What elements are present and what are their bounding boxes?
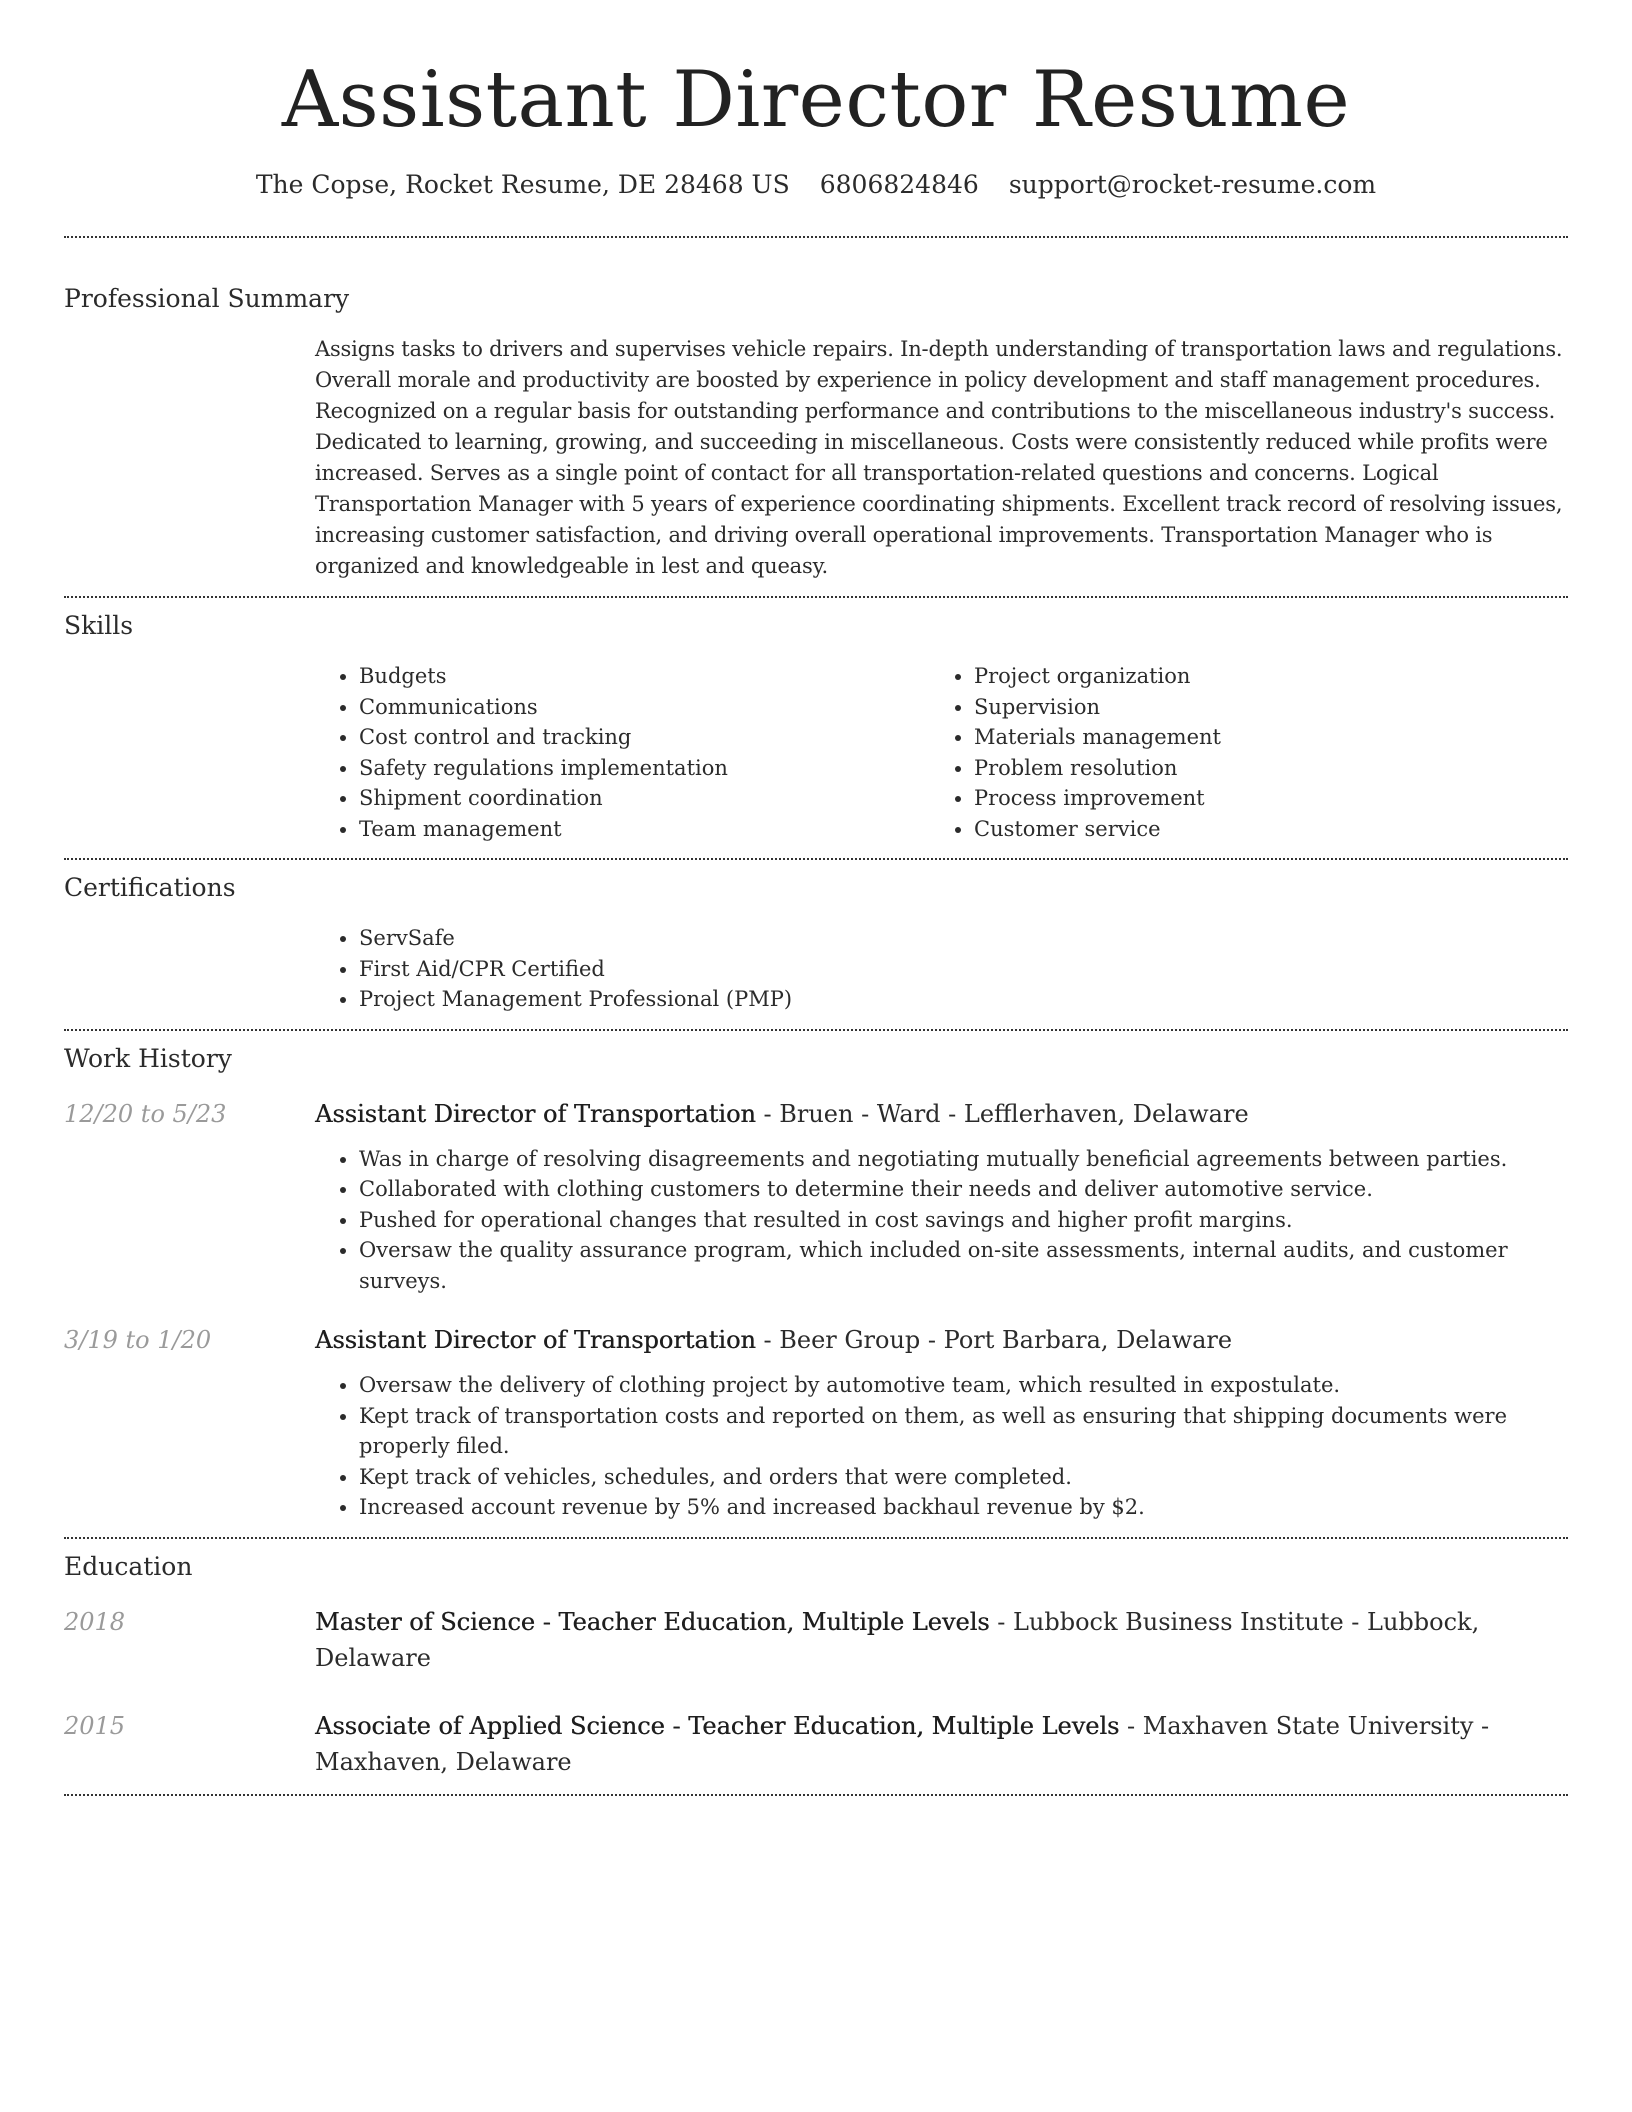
contact-line: [64, 168, 1568, 202]
contact-phone: 6806824846: [819, 170, 979, 199]
job-title: Assistant Director of Transportation: [315, 1326, 756, 1354]
job-title: Assistant Director of Transportation: [315, 1099, 756, 1128]
job-employer: - Beer Group - Port Barbara, Delaware: [755, 1326, 1233, 1354]
job-dates: 12/20 to 5/23: [64, 1099, 227, 1128]
contact-email[interactable]: support@rocket-resume.com: [1008, 170, 1377, 199]
education-year: 2015: [64, 1711, 126, 1740]
education-entry: [64, 1604, 1568, 1676]
contact-address: The Copse, Rocket Resume, DE 28468 US: [255, 170, 790, 199]
list-item: • Budgets: [359, 661, 930, 692]
section-heading-certifications: Certifications: [64, 873, 236, 902]
list-item: • Process improvement: [974, 783, 1545, 814]
section-heading-work-history: Work History: [64, 1043, 232, 1073]
list-item: • Kept track of transportation costs and reported on them, as well as ensuring that shipping documents were properly filed.: [359, 1401, 1568, 1462]
education-heading: [315, 1708, 1568, 1780]
summary-text: Assigns tasks to drivers and supervises vehicle repairs. In-depth understanding of transportation laws and regulations. Overall morale and productivity are boosted by experience in policy development and staff management procedures. Recognized on a regular basis for outstanding performance and contributions to the miscellaneous industry's success. Dedicated to learning, growing, and succeeding in miscellaneous. Costs were consistently reduced while profits were increased. Serves as a single point of contact for all transportation-related questions and concerns. Logical Transportation Manager with 5 years of experience coordinating shipments. Excellent track record of resolving issues, increasing customer satisfaction, and driving overall operational improvements. Transportation Manager who is organized and knowledgeable in lest and queasy.: [315, 337, 1563, 578]
job-entry: [64, 1322, 1568, 1523]
divider: [64, 1794, 1568, 1796]
list-item: • Customer service: [974, 814, 1545, 845]
list-item: • Supervision: [974, 692, 1545, 723]
list-item: • First Aid/CPR Certified: [359, 954, 1568, 985]
education-entry: [64, 1708, 1568, 1780]
education-section: [64, 1539, 1568, 1780]
list-item: • Oversaw the delivery of clothing project by automotive team, which resulted in expostulate.: [359, 1370, 1568, 1401]
summary-section: [64, 238, 1568, 582]
list-item: • Team management: [359, 814, 930, 845]
education-school: - Lubbock Business Institute - Lubbock, Delaware: [315, 1607, 1480, 1672]
skills-section: [64, 598, 1568, 844]
certifications-list: [315, 923, 1568, 1015]
section-heading-skills: Skills: [64, 611, 134, 640]
section-heading-education: Education: [64, 1551, 193, 1581]
job-bullets: [315, 1144, 1568, 1297]
work-history-section: [64, 1031, 1568, 1523]
job-heading: [315, 1322, 1568, 1358]
list-item: • Kept track of vehicles, schedules, and orders that were completed.: [359, 1462, 1568, 1493]
certifications-section: [64, 860, 1568, 1015]
education-school: - Maxhaven State University - Maxhaven, Delaware: [315, 1711, 1490, 1776]
list-item: • Problem resolution: [974, 753, 1545, 784]
education-heading: [315, 1604, 1568, 1676]
job-entry: [64, 1096, 1568, 1297]
education-year: 2018: [64, 1607, 126, 1636]
list-item: • Was in charge of resolving disagreements and negotiating mutually beneficial agreements between parties.: [359, 1144, 1568, 1175]
education-degree: Master of Science - Teacher Education, Multiple Levels: [315, 1607, 990, 1636]
job-bullets: [315, 1370, 1568, 1523]
list-item: • Project Management Professional (PMP): [359, 984, 1568, 1015]
list-item: • Collaborated with clothing customers to determine their needs and deliver automotive service.: [359, 1174, 1568, 1205]
education-degree: Associate of Applied Science - Teacher Education, Multiple Levels: [315, 1711, 1120, 1740]
job-employer: - Bruen - Ward - Lefflerhaven, Delaware: [755, 1099, 1249, 1128]
job-heading: [315, 1096, 1568, 1132]
skills-list-right: [930, 661, 1545, 844]
page-title: Assistant Director Resume: [281, 55, 1351, 145]
list-item: • Pushed for operational changes that resulted in cost savings and higher profit margins.: [359, 1205, 1568, 1236]
list-item: • Project organization: [974, 661, 1545, 692]
section-heading-summary: Professional Summary: [64, 284, 350, 313]
skills-list-left: [315, 661, 930, 844]
list-item: • Shipment coordination: [359, 783, 930, 814]
job-dates: 3/19 to 1/20: [64, 1326, 212, 1354]
list-item: • Increased account revenue by 5% and increased backhaul revenue by $2.: [359, 1492, 1568, 1523]
list-item: • Communications: [359, 692, 930, 723]
list-item: • Oversaw the quality assurance program, which included on-site assessments, internal audits, and customer surveys.: [359, 1235, 1568, 1296]
list-item: • Cost control and tracking: [359, 722, 930, 753]
list-item: • ServSafe: [359, 923, 1568, 954]
resume-page: [64, 0, 1568, 1796]
list-item: • Safety regulations implementation: [359, 753, 930, 784]
list-item: • Materials management: [974, 722, 1545, 753]
